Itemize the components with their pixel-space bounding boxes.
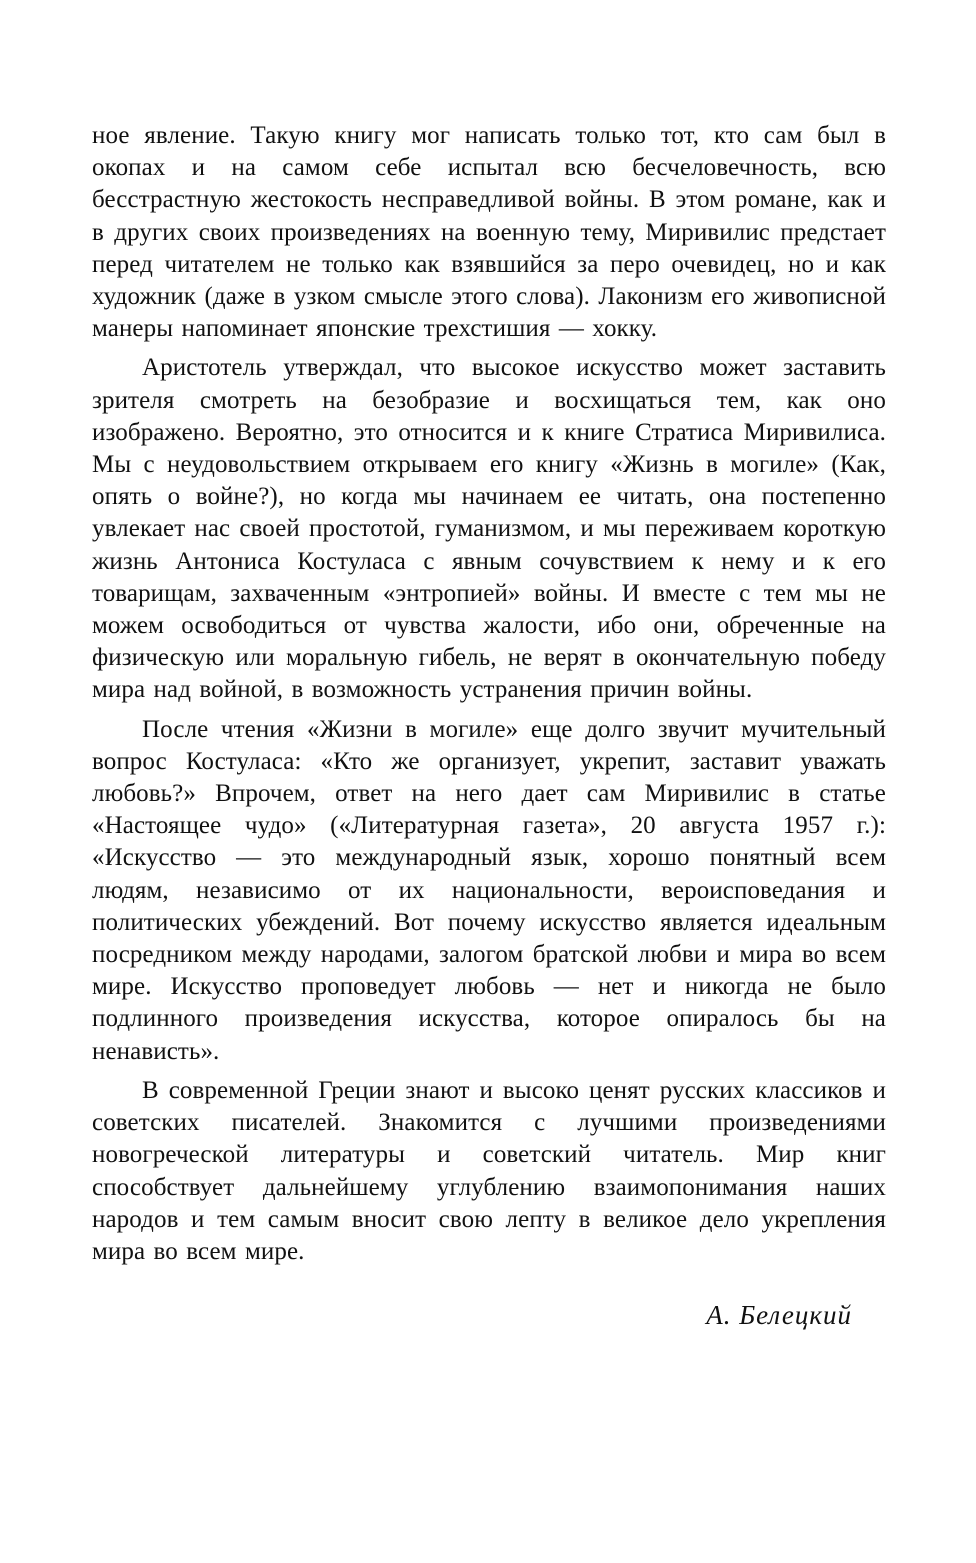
paragraph-1: ное явление. Такую книгу мог написать только тот, кто сам был в окопах и на самом себе испытал всю бесчеловечность, всю бесстрастную жестокость несправедливой войны. В этом романе, как и в других своих произведениях на военную тему, Миривилис предстает перед читателем не только как взявшийся за перо очевидец, но и как художник (даже в узком смысле этого слова). Лаконизм его живописной манеры напоминает японские трехстишия — хокку. (92, 122, 886, 343)
paragraph-4: В современной Греции знают и высоко ценят русских классиков и советских писателей. Знакомится с лучшими произведениями новогреческой литературы и советский читатель. Мир книг способствует дальнейшему углублению взаимопонимания наших народов и тем самым вносит свою лепту в великое дело укрепления мира во всем мире. (92, 1076, 886, 1265)
document-page (92, 120, 886, 1330)
author-signature: А. Белецкий (706, 1300, 852, 1330)
paragraph-2: Аристотель утверждал, что высокое искусство может заставить зрителя смотреть на безобразие и восхищаться тем, как оно изображено. Вероятно, это относится и к книге Стратиса Миривилиса. Мы с неудовольствием открываем его книгу «Жизнь в могиле» (Как, опять о войне?), но когда мы начинаем ее читать, она постепенно увлекает нас своей простотой, гуманизмом, и мы переживаем короткую жизнь Антониса Костуласа с явным сочувствием к нему и к его товарищам, захваченным «энтропией» войны. И вместе с тем мы не можем освободиться от чувства жалости, ибо они, обреченные на физическую или моральную гибель, не верят в окончательную победу мира над войной, в возможность устранения причин войны. (92, 354, 886, 704)
paragraph-3: После чтения «Жизни в могиле» еще долго звучит мучительный вопрос Костуласа: «Кто же организует, укрепит, заставит уважать любовь?» Впрочем, ответ на него дает сам Миривилис в статье «Настоящее чудо» («Литературная газета», 20 августа 1957 г.): «Искусство — это международный язык, хорошо понятный всем людям, независимо от их национальности, вероисповедания и политических убеждений. Вот почему искусство является идеальным посредником между народами, залогом братской любви и мира во всем мире. Искусство проповедует любовь — нет и никогда не было подлинного произведения искусства, которое опиралось бы на ненависть». (92, 715, 886, 1065)
